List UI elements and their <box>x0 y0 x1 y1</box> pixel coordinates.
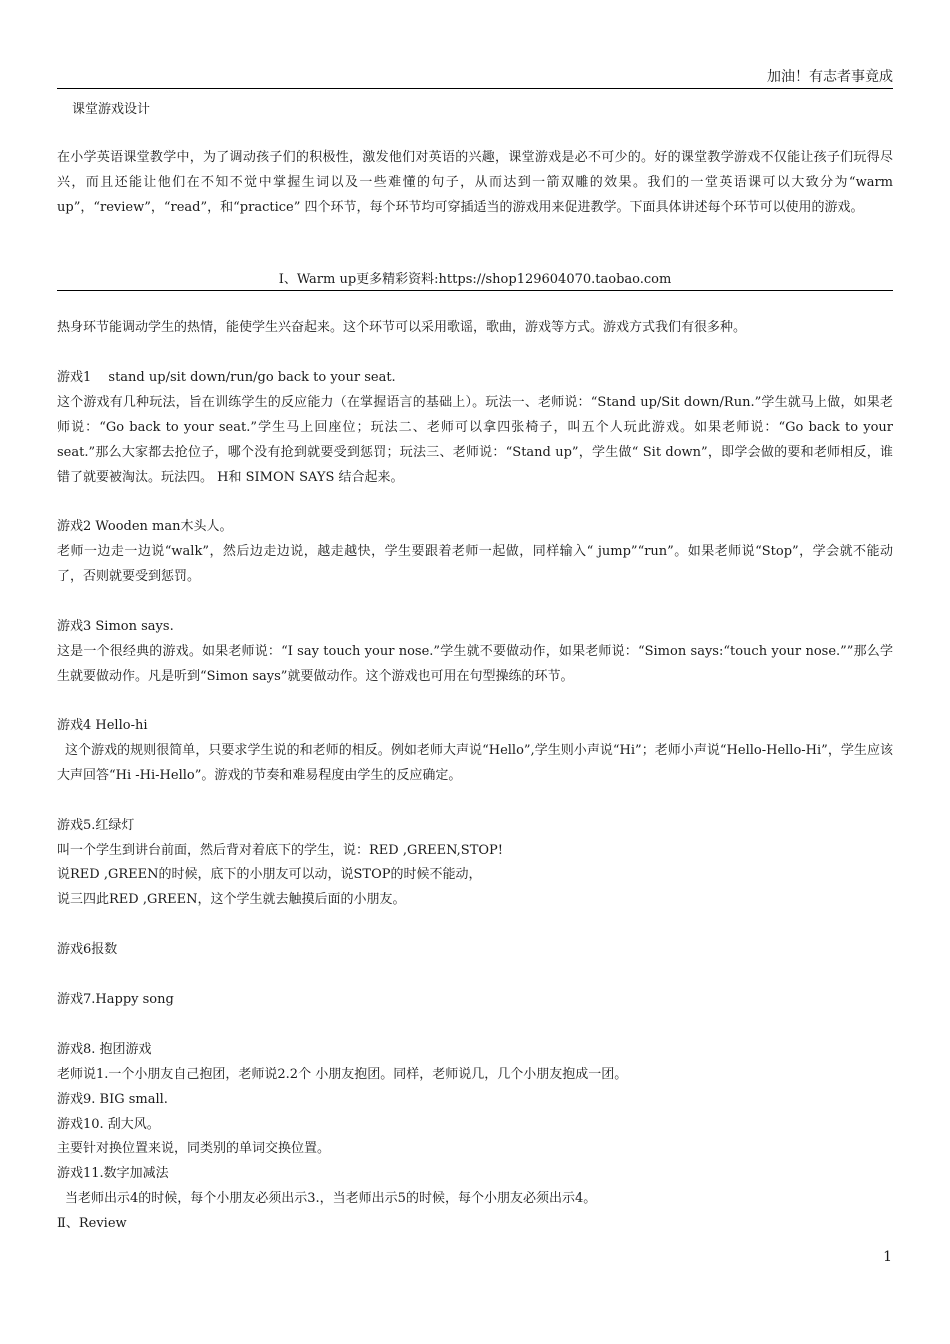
game-6-title: 游戏6报数 <box>57 942 118 957</box>
game-7-title: 游戏7.Happy song <box>57 992 174 1007</box>
game-10-title: 游戏10. 刮大风。 <box>57 1117 160 1132</box>
section-rule <box>57 290 893 291</box>
game-4-body: 这个游戏的规则很简单，只要求学生说的和老师的相反。例如老师大声说“Hello”,学生则小声说“Hi”；老师小声说“Hello-Hello-Hi”，学生应该大声回答“Hi -Hi-Hello”。游戏的节奏和难易程度由学生的反应确定。 <box>57 743 893 783</box>
warmup-intro: 热身环节能调动学生的热情，能使学生兴奋起来。这个环节可以采用歌谣，歌曲，游戏等方式。游戏方式我们有很多种。 <box>57 320 747 335</box>
game-2-body: 老师一边走一边说“walk”，然后边走边说，越走越快，学生要跟着老师一起做，同样输入“ jump”“run”。如果老师说“Stop”，学会就不能动了，否则就要受到惩罚。 <box>57 544 893 584</box>
game-10-body: 主要针对换位置来说，同类别的单词交换位置。 <box>57 1141 331 1156</box>
game-1-body: 这个游戏有几种玩法，旨在训练学生的反应能力（在掌握语言的基础上）。玩法一、老师说：“Stand up/Sit down/Run.”学生就马上做，如果老师说：“Go back to your seat.”学生马上回座位；玩法二、老师可以拿四张椅子，叫五个人玩此游戏。如果老师说：“Go back to your seat.”那么大家都去抢位子，哪个没有抢到就要受到惩罚；玩法三、老师说：“Stand up”，学生做“ Sit down”，即学会做的要和老师相反，谁错了就要被淘汰。玩法四。 H和 SIMON SAYS 结合起来。 <box>57 395 893 485</box>
header-motto: 加油！有志者事竟成 <box>767 69 893 85</box>
game-8-title: 游戏8. 抱团游戏 <box>57 1042 152 1057</box>
game-1-title: 游戏1 stand up/sit down/run/go back to your seat. <box>57 370 396 385</box>
game-2-title: 游戏2 Wooden man木头人。 <box>57 519 233 534</box>
game-8-body: 老师说1.一个小朋友自己抱团，老师说2.2个 小朋友抱团。同样，老师说几，几个小朋友抱成一团。 <box>57 1067 628 1082</box>
game-5-line-2: 说RED ,GREEN的时候，底下的小朋友可以动，说STOP的时候不能动， <box>57 867 482 882</box>
game-5-line-3: 说三四此RED ,GREEN，这个学生就去触摸后面的小朋友。 <box>57 892 406 907</box>
game-9-title: 游戏9. BIG small. <box>57 1092 168 1107</box>
page-number: 1 <box>883 1249 892 1265</box>
section-review-heading: Ⅱ、Review <box>57 1216 127 1231</box>
game-3-title: 游戏3 Simon says. <box>57 619 174 634</box>
game-3-body: 这是一个很经典的游戏。如果老师说：“I say touch your nose.”学生就不要做动作，如果老师说：“Simon says:“touch your nose.””那么学生就要做动作。凡是听到“Simon says”就要做动作。这个游戏也可用在句型操练的环节。 <box>57 644 893 684</box>
game-5-line-1: 叫一个学生到讲台前面，然后背对着底下的学生，说：RED ,GREEN,STOP! <box>57 843 503 858</box>
game-11-body: 当老师出示4的时候，每个小朋友必须出示3.，当老师出示5的时候，每个小朋友必须出示4。 <box>65 1191 597 1206</box>
intro-paragraph: 在小学英语课堂教学中，为了调动孩子们的积极性，激发他们对英语的兴趣，课堂游戏是必不可少的。好的课堂教学游戏不仅能让孩子们玩得尽兴，而且还能让他们在不知不觉中掌握生词以及一些难懂的句子，从而达到一箭双雕的效果。我们的一堂英语课可以大致分为“warm up”，“review”，“read”，和“practice” 四个环节，每个环节均可穿插适当的游戏用来促进教学。下面具体讲述每个环节可以使用的游戏。 <box>57 150 893 215</box>
document-title: 课堂游戏设计 <box>72 102 151 117</box>
game-4-title: 游戏4 Hello-hi <box>57 718 148 733</box>
game-5-title: 游戏5.红绿灯 <box>57 818 135 833</box>
header-rule <box>57 88 893 89</box>
section-warmup-heading: Ⅰ、Warm up更多精彩资料:https://shop129604070.taobao.com <box>278 272 672 287</box>
game-11-title: 游戏11.数字加减法 <box>57 1166 169 1181</box>
